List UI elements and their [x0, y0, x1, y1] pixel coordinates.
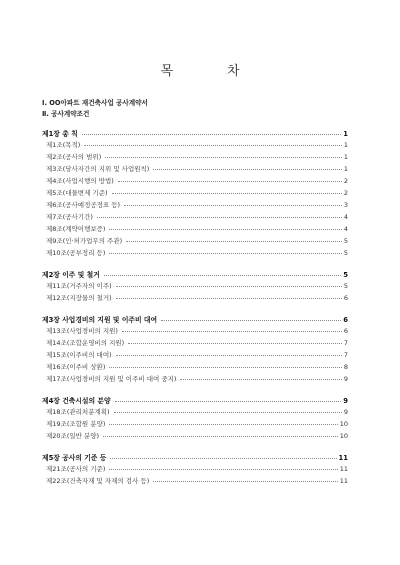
title-char-2: 차	[227, 64, 240, 79]
toc-label: 제19조(조합원 분양)	[46, 420, 106, 428]
toc-article	[0, 140, 348, 151]
toc-article	[0, 407, 348, 418]
toc-page-number: 1	[343, 165, 348, 173]
toc-page-number: 11	[339, 465, 348, 473]
dot-leader	[116, 292, 342, 299]
toc-page-number: 3	[343, 201, 348, 209]
toc-page-number: 5	[343, 271, 348, 279]
toc-label: 제5장 공사의 기준 등	[42, 454, 107, 462]
toc-page-number: 6	[343, 327, 348, 335]
toc-article	[0, 164, 348, 175]
dot-leader	[84, 139, 342, 146]
dot-leader	[116, 280, 342, 287]
toc-chapter	[0, 314, 348, 325]
toc-chapter	[0, 452, 348, 463]
page-title	[0, 60, 400, 79]
title-char-1: 목	[160, 64, 173, 79]
dot-leader	[180, 373, 341, 380]
toc-label: 제22조(건축자재 및 자재의 검사 등)	[46, 477, 150, 485]
dot-leader	[110, 452, 336, 459]
toc-page-number: 5	[343, 282, 348, 290]
toc-article	[0, 281, 348, 292]
toc-label: 제9조(인·허가업무의 주관)	[46, 237, 123, 245]
toc-page-number: 5	[343, 237, 348, 245]
intro-line-1: Ⅰ. OO아파트 재건축사업 공사계약서	[42, 99, 148, 107]
toc-page-number: 4	[343, 225, 348, 233]
toc-page-number: 1	[343, 141, 348, 149]
toc-label: 제17조(사업경비의 지원 및 이주비 대여 중지)	[46, 375, 177, 383]
dot-leader	[153, 163, 342, 170]
toc-label: 제12조(지장물의 철거)	[46, 294, 112, 302]
dot-leader	[105, 151, 342, 158]
dot-leader	[103, 430, 338, 437]
toc-page-number: 4	[343, 213, 348, 221]
toc-article	[0, 176, 348, 187]
toc-page-number: 10	[339, 420, 348, 428]
toc-label: 제1장 총 칙	[42, 130, 78, 138]
toc-article	[0, 464, 348, 475]
toc-label: 제16조(이주비 상환)	[46, 363, 106, 371]
dot-leader	[97, 211, 342, 218]
toc-article	[0, 476, 348, 487]
toc-label: 제5조(대물변제 기준)	[46, 189, 108, 197]
dot-leader	[104, 269, 341, 276]
toc-article	[0, 374, 348, 385]
toc-label: 제3장 사업경비의 지원 및 이주비 대여	[42, 316, 158, 324]
toc-page-number: 10	[339, 432, 348, 440]
toc-label: 제14조(조합운영비의 지원)	[46, 339, 125, 347]
toc-article	[0, 326, 348, 337]
toc-page-number: 9	[343, 408, 348, 416]
dot-leader	[114, 406, 342, 413]
toc-label: 제11조(거주자의 이주)	[46, 282, 112, 290]
dot-leader	[126, 235, 342, 242]
dot-leader	[109, 361, 341, 368]
toc-article	[0, 431, 348, 442]
dot-leader	[112, 187, 342, 194]
toc-chapter	[0, 269, 348, 280]
toc-label: 제2조(공사의 범위)	[46, 153, 102, 161]
toc-label: 제10조(공부정리 등)	[46, 249, 106, 257]
dot-leader	[128, 337, 342, 344]
dot-leader	[82, 128, 342, 135]
toc-article	[0, 338, 348, 349]
toc-label: 제8조(계약이행보증)	[46, 225, 106, 233]
dot-leader	[116, 349, 342, 356]
toc-page-number: 9	[343, 397, 348, 405]
dot-leader	[118, 175, 342, 182]
toc-article	[0, 350, 348, 361]
toc-label: 제4장 건축시설의 분양	[42, 397, 111, 405]
toc-label: 제7조(공사기간)	[46, 213, 93, 221]
toc-label: 제1조(목적)	[46, 141, 81, 149]
toc-label: 제4조(사업시행의 방법)	[46, 177, 114, 185]
dot-leader	[122, 325, 342, 332]
dot-leader	[109, 223, 341, 230]
toc-label: 제6조(공사예정공정표 등)	[46, 201, 121, 209]
dot-leader	[124, 199, 342, 206]
dot-leader	[161, 314, 341, 321]
toc-label: 제15조(이주비의 대여)	[46, 351, 112, 359]
toc-page-number: 6	[343, 316, 348, 324]
toc-label: 제18조(관리처분계획)	[46, 408, 110, 416]
toc-label: 제21조(공사의 기준)	[46, 465, 106, 473]
toc-page-number: 1	[343, 130, 348, 138]
toc-article	[0, 362, 348, 373]
toc-article	[0, 152, 348, 163]
dot-leader	[109, 418, 337, 425]
toc-page-number: 6	[343, 294, 348, 302]
toc-article	[0, 419, 348, 430]
toc-page-number: 1	[343, 153, 348, 161]
toc-article	[0, 248, 348, 259]
toc-page-number: 11	[339, 477, 348, 485]
toc-page-number: 2	[343, 189, 348, 197]
toc-page-number: 7	[343, 339, 348, 347]
toc-page-number: 9	[343, 375, 348, 383]
toc-label: 제20조(일반 분양)	[46, 432, 100, 440]
toc-article	[0, 188, 348, 199]
toc-page-number: 7	[343, 351, 348, 359]
toc-article	[0, 224, 348, 235]
toc-page-number: 11	[338, 454, 348, 462]
toc-label: 제3조(당사자간의 지위 및 사업원칙)	[46, 165, 150, 173]
toc-page-number: 2	[343, 177, 348, 185]
toc-chapter	[0, 395, 348, 406]
toc-article	[0, 200, 348, 211]
dot-leader	[115, 395, 342, 402]
toc-page-number: 8	[343, 363, 348, 371]
toc-article	[0, 236, 348, 247]
dot-leader	[109, 463, 337, 470]
dot-leader	[109, 247, 341, 254]
toc-article	[0, 293, 348, 304]
toc-label: 제2장 이주 및 철거	[42, 271, 100, 279]
dot-leader	[153, 475, 337, 482]
toc-chapter	[0, 128, 348, 139]
toc-article	[0, 212, 348, 223]
toc-label: 제13조(사업경비의 지원)	[46, 327, 118, 335]
intro-line-2: Ⅱ. 공사계약조건	[42, 110, 90, 118]
toc-page-number: 5	[343, 249, 348, 257]
